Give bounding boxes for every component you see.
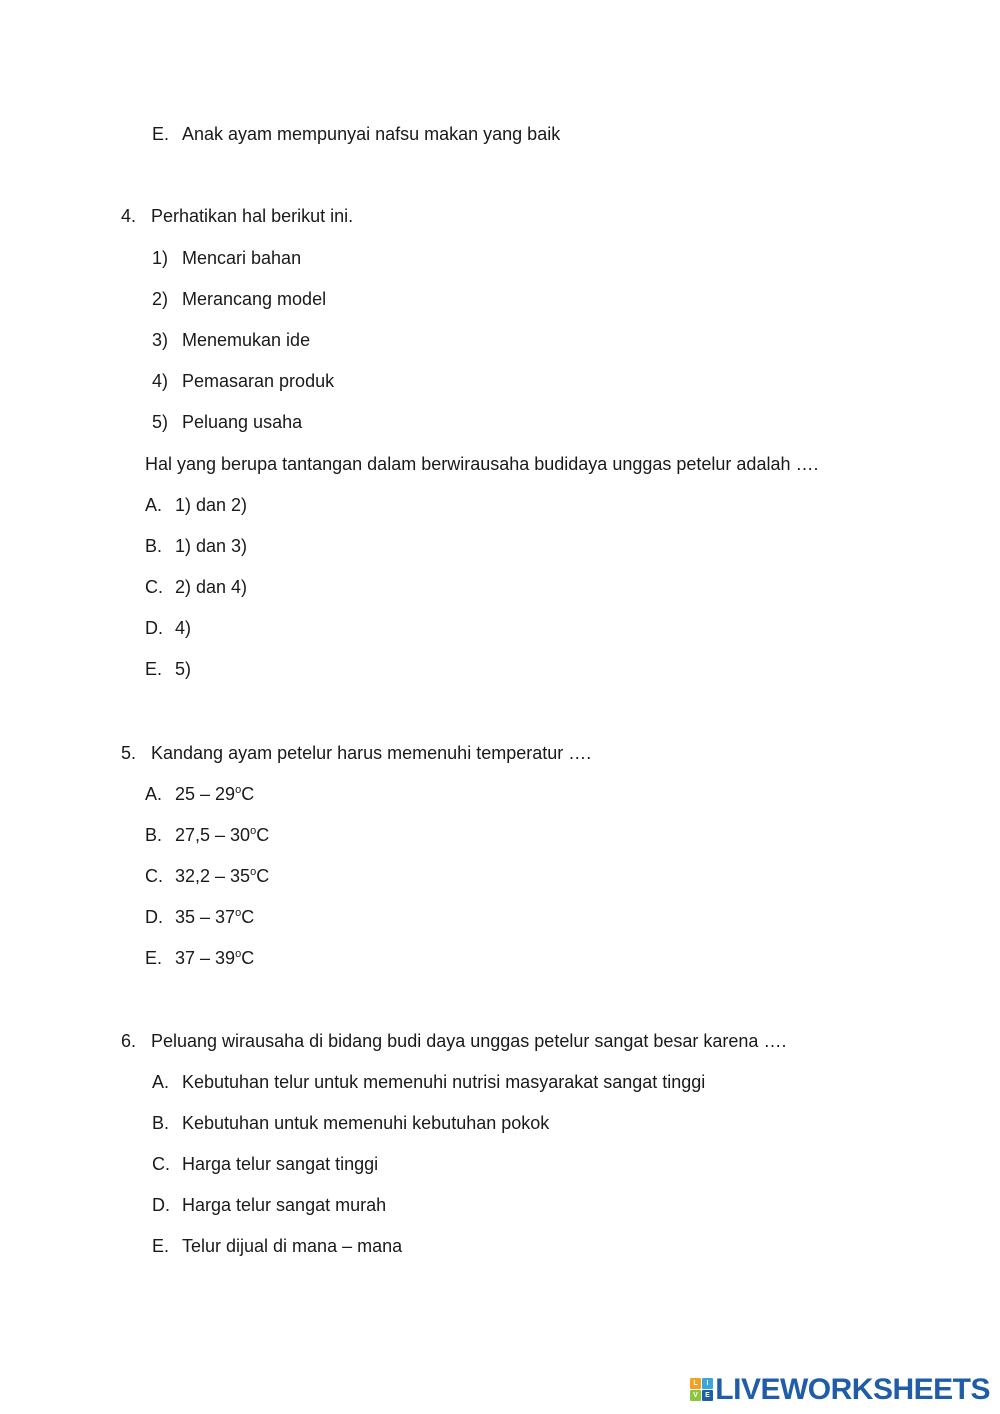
temperature-range: 27,5 – 30 <box>175 825 251 845</box>
q4-option-d[interactable] <box>145 617 191 639</box>
option-text: Harga telur sangat tinggi <box>182 1154 379 1174</box>
option-label: D. <box>145 618 163 638</box>
temperature-range: 32,2 – 35 <box>175 866 251 886</box>
unit: C <box>241 907 255 927</box>
question-stem: Hal yang berupa tantangan dalam berwirausaha budidaya unggas petelur adalah …. <box>145 454 819 474</box>
question-number: 4. <box>121 206 137 226</box>
question-4 <box>121 205 353 227</box>
q6-option-a[interactable] <box>152 1071 705 1093</box>
question-number: 5. <box>121 743 137 763</box>
option-label: C. <box>152 1154 170 1174</box>
option-label: E. <box>152 124 170 144</box>
degree-mark: o <box>235 907 242 919</box>
question-prompt: Kandang ayam petelur harus memenuhi temperatur …. <box>151 743 592 763</box>
option-text: Kebutuhan telur untuk memenuhi nutrisi masyarakat sangat tinggi <box>182 1072 706 1092</box>
option-text: Anak ayam mempunyai nafsu makan yang baik <box>182 124 561 144</box>
option-label: B. <box>145 825 163 845</box>
q6-option-c[interactable] <box>152 1153 378 1175</box>
liveworksheets-icon <box>690 1378 712 1402</box>
item-text: Menemukan ide <box>182 330 311 350</box>
q4-option-e[interactable] <box>145 658 191 680</box>
item-label: 4) <box>152 371 169 391</box>
item-label: 5) <box>152 412 169 432</box>
option-label: B. <box>145 536 163 556</box>
degree-mark: o <box>235 948 242 960</box>
item-text: Peluang usaha <box>182 412 303 432</box>
temperature-range: 25 – 29 <box>175 784 236 804</box>
q6-option-e[interactable] <box>152 1235 402 1257</box>
temperature-range: 37 – 39 <box>175 948 236 968</box>
liveworksheets-logo <box>690 1374 990 1406</box>
item-text: Merancang model <box>182 289 327 309</box>
logo-tile-i: I <box>702 1378 713 1389</box>
q4-option-a[interactable] <box>145 494 247 516</box>
list-item <box>152 411 302 433</box>
option-label: A. <box>152 1072 170 1092</box>
question-5 <box>121 742 591 764</box>
q6-option-d[interactable] <box>152 1194 386 1216</box>
list-item <box>152 247 301 269</box>
option-text: 2) dan 4) <box>175 577 248 597</box>
degree-mark: o <box>250 866 257 878</box>
option-text <box>175 783 254 805</box>
q5-option-a[interactable] <box>145 783 254 805</box>
temperature-range: 35 – 37 <box>175 907 236 927</box>
option-label: E. <box>145 659 163 679</box>
option-label: D. <box>145 907 163 927</box>
option-label: C. <box>145 866 163 886</box>
option-text <box>175 906 254 928</box>
logo-tile-v: V <box>690 1390 701 1401</box>
option-text: Kebutuhan untuk memenuhi kebutuhan pokok <box>182 1113 550 1133</box>
option-label: D. <box>152 1195 170 1215</box>
q3-option-e[interactable] <box>152 123 560 145</box>
question-number: 6. <box>121 1031 137 1051</box>
option-text: 4) <box>175 618 192 638</box>
question-6 <box>121 1030 786 1052</box>
option-text <box>175 947 254 969</box>
q5-option-c[interactable] <box>145 865 269 887</box>
q5-option-e[interactable] <box>145 947 254 969</box>
q4-option-c[interactable] <box>145 576 247 598</box>
unit: C <box>256 866 270 886</box>
option-text <box>175 824 269 846</box>
list-item <box>152 288 326 310</box>
option-label: E. <box>145 948 163 968</box>
option-label: B. <box>152 1113 170 1133</box>
logo-tile-l: L <box>690 1378 701 1389</box>
q5-option-b[interactable] <box>145 824 269 846</box>
option-label: C. <box>145 577 163 597</box>
option-text: 5) <box>175 659 192 679</box>
item-label: 1) <box>152 248 169 268</box>
option-label: E. <box>152 1236 170 1256</box>
question-prompt: Perhatikan hal berikut ini. <box>151 206 354 226</box>
option-label: A. <box>145 784 163 804</box>
option-text: Harga telur sangat murah <box>182 1195 387 1215</box>
option-label: A. <box>145 495 163 515</box>
item-text: Mencari bahan <box>182 248 302 268</box>
list-item <box>152 370 334 392</box>
degree-mark: o <box>250 825 257 837</box>
item-label: 3) <box>152 330 169 350</box>
unit: C <box>256 825 270 845</box>
option-text: 1) dan 3) <box>175 536 248 556</box>
item-text: Pemasaran produk <box>182 371 335 391</box>
degree-mark: o <box>235 784 242 796</box>
option-text: Telur dijual di mana – mana <box>182 1236 403 1256</box>
liveworksheets-wordmark: LIVEWORKSHEETS <box>715 1373 990 1406</box>
logo-tile-e: E <box>702 1390 713 1401</box>
question-prompt: Peluang wirausaha di bidang budi daya unggas petelur sangat besar karena …. <box>151 1031 787 1051</box>
unit: C <box>241 948 255 968</box>
unit: C <box>241 784 255 804</box>
option-text <box>175 865 269 887</box>
option-text: 1) dan 2) <box>175 495 248 515</box>
list-item <box>152 329 310 351</box>
q4-option-b[interactable] <box>145 535 247 557</box>
item-label: 2) <box>152 289 169 309</box>
q6-option-b[interactable] <box>152 1112 549 1134</box>
q5-option-d[interactable] <box>145 906 254 928</box>
